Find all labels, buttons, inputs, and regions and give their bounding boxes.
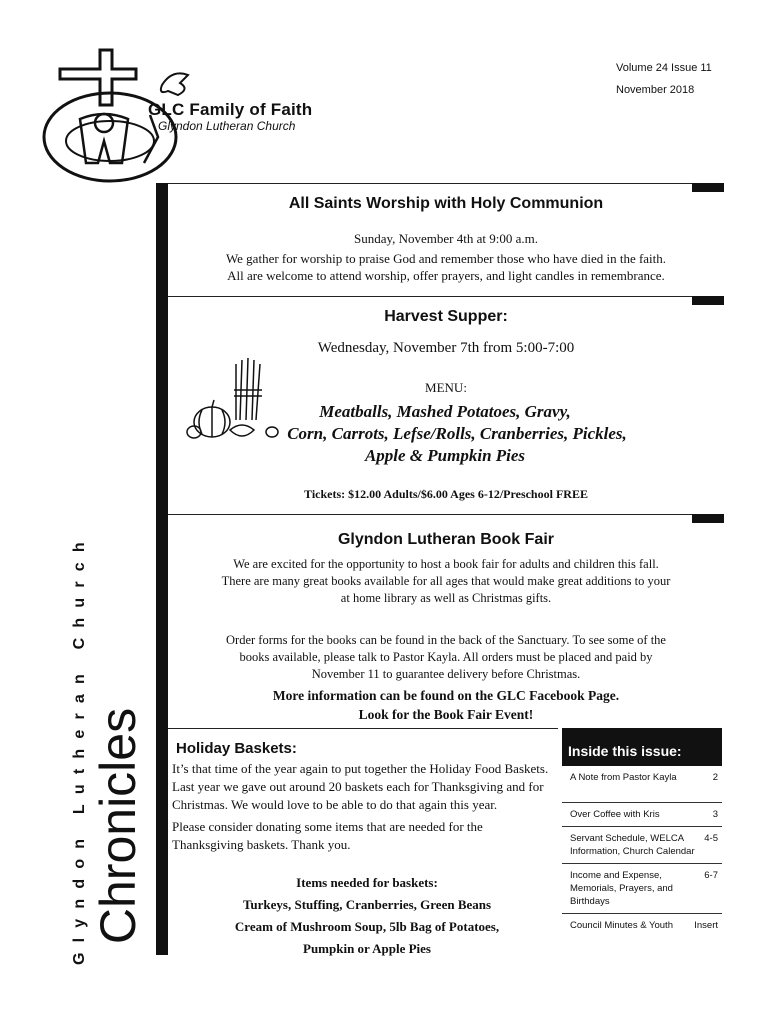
masthead-name: GLC Family of Faith [148, 100, 313, 119]
holiday-baskets-body [172, 760, 554, 858]
vertical-bar [156, 183, 168, 955]
toc-row [562, 766, 722, 803]
all-saints-time: Sunday, November 4th at 9:00 a.m. [353, 231, 538, 246]
section-tab [692, 514, 724, 523]
toc-page: 6-7 [704, 870, 718, 881]
inside-this-issue-box [562, 728, 722, 937]
harvest-menu-line-1: Meatballs, Mashed Potatoes, Gravy, [319, 402, 571, 421]
volume-issue: Volume 24 Issue 11 [616, 62, 712, 74]
toc-page: 3 [712, 809, 718, 820]
church-name-vertical: Glyndon Lutheran Church [71, 532, 88, 965]
section-divider [168, 183, 724, 184]
toc-row [562, 914, 722, 937]
book-fair-intro-line-3: at home library as well as Christmas gifts. [340, 591, 552, 605]
holiday-paragraph-2: Please consider donating some items that are needed for the Thanksgiving baskets. Thank you. [172, 819, 483, 852]
book-fair-more-line-2: Look for the Book Fair Event! [358, 707, 534, 722]
book-fair-order-line-1: Order forms for the books can be found in the back of the Sanctuary. To see some of the [226, 633, 666, 647]
holiday-items-title: Items needed for baskets: [296, 875, 438, 890]
holiday-paragraph-1: It’s that time of the year again to put together the Holiday Food Baskets. Last year we gave out around 20 baskets each for Thanksgiving and for Christmas. We would love to be able to do that again this year. [172, 761, 549, 812]
toc-row [562, 827, 722, 864]
book-fair-intro-line-2: There are many great books available for all ages that would make great additions to your [221, 574, 671, 588]
toc-row [562, 803, 722, 827]
book-fair-more-info [172, 686, 720, 724]
harvest-tickets: Tickets: $12.00 Adults/$6.00 Ages 6-12/Preschool FREE [304, 487, 588, 501]
chronicles-title: Chronicles [90, 707, 146, 945]
holiday-item: Pumpkin or Apple Pies [303, 941, 431, 956]
all-saints-body [172, 250, 720, 284]
book-fair-order-line-2: books available, please talk to Pastor Kayla. All orders must be placed and paid by [239, 650, 653, 664]
all-saints-line-1: We gather for worship to praise God and remember those who have died in the faith. [225, 251, 667, 266]
masthead-subtitle: Glyndon Lutheran Church [158, 119, 296, 133]
toc-label: Servant Schedule, WELCA Information, Church Calendar [570, 833, 695, 857]
section-tab [692, 183, 724, 192]
harvest-menu-label: MENU: [425, 380, 467, 395]
book-fair-more-line-1: More information can be found on the GLC Facebook Page. [272, 688, 620, 703]
all-saints-title: All Saints Worship with Holy Communion [288, 195, 604, 212]
harvest-menu-line-3: Apple & Pumpkin Pies [364, 446, 526, 465]
toc-label: Council Minutes & Youth [570, 920, 673, 931]
toc-label: A Note from Pastor Kayla [570, 772, 677, 783]
section-divider [168, 296, 724, 297]
toc-page: 2 [712, 772, 718, 783]
book-fair-title: Glyndon Lutheran Book Fair [337, 531, 554, 548]
holiday-baskets-title: Holiday Baskets: [176, 740, 297, 757]
toc-label: Income and Expense, Memorials, Prayers, and Birthdays [570, 870, 673, 907]
book-fair-order-info [172, 632, 720, 683]
toc-label: Over Coffee with Kris [570, 809, 660, 820]
section-divider [168, 728, 558, 729]
book-fair-intro-line-1: We are excited for the opportunity to host a book fair for adults and children this fall. [233, 557, 659, 571]
holiday-item: Turkeys, Stuffing, Cranberries, Green Beans [242, 897, 492, 912]
toc-page: Insert [694, 920, 718, 931]
harvest-title: Harvest Supper: [384, 308, 508, 325]
issue-date: November 2018 [616, 84, 695, 96]
inside-this-issue-title: Inside this issue: [562, 728, 722, 766]
harvest-menu-line-2: Corn, Carrots, Lefse/Rolls, Cranberries, Pickles, [287, 424, 627, 443]
toc-page: 4-5 [704, 833, 718, 844]
section-divider [168, 514, 724, 515]
holiday-item: Cream of Mushroom Soup, 5lb Bag of Potatoes, [234, 919, 500, 934]
section-tab [692, 296, 724, 305]
book-fair-order-line-3: November 11 to guarantee delivery before Christmas. [311, 667, 581, 681]
all-saints-line-2: All are welcome to attend worship, offer prayers, and light candles in remembrance. [227, 268, 665, 283]
book-fair-intro [172, 556, 720, 607]
toc-row [562, 864, 722, 914]
harvest-time: Wednesday, November 7th from 5:00-7:00 [317, 340, 575, 356]
